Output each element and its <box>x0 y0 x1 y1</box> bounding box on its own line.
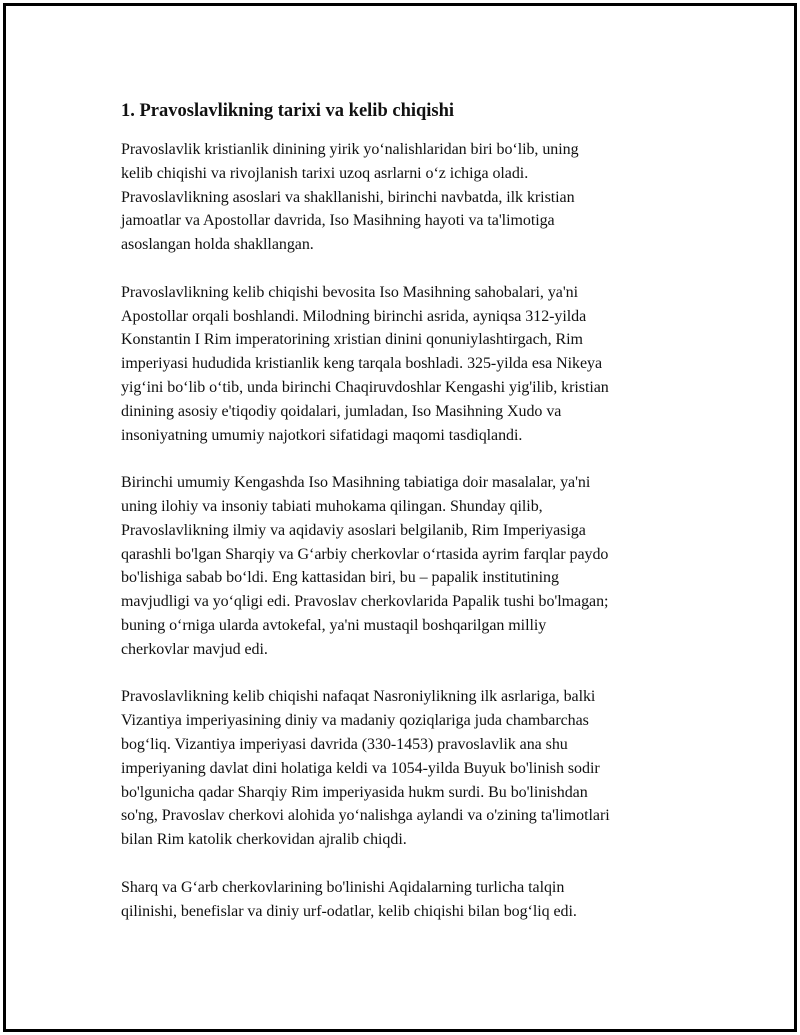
page-frame <box>3 3 797 1032</box>
paragraph-5: Sharq va G‘arb cherkovlarining bo'linishi Aqidalarning turlicha talqin qilinishi, benefislar va diniy urf-odatlar, kelib chiqishi bilan bog‘liq edi. <box>121 878 577 920</box>
paragraph-4: Pravoslavlikning kelib chiqishi nafaqat Nasroniylikning ilk asrlariga, balki Vizantiya imperiyasining diniy va madaniy qoziqlariga juda chambarchas bog‘liq. Vizantiya imperiyasi davrida (330-1453) pravoslavlik ana shu imperiyaning davlat dini holatiga keldi va 1054-yilda Buyuk bo'linish sodir bo'lgunicha qadar Sharqiy Rim imperiyasida hukm surdi. Bu bo'linishdan so'ng, Pravoslav cherkovi alohida yo‘nalishga aylandi va o'zining ta'limotlari bilan Rim katolik cherkovidan ajralib chiqdi. <box>121 688 610 849</box>
document-body <box>121 98 681 947</box>
paragraph-1: Pravoslavlik kristianlik dinining yirik yo‘nalishlaridan biri bo‘lib, uning kelib chiqishi va rivojlanish tarixi uzoq asrlarni o‘z ichiga oladi. Pravoslavlikning asoslari va shakllanishi, birinchi navbatda, ilk kristian jamoatlar va Apostollar davrida, Iso Masihning hayoti va ta'limotiga asoslangan holda shakllangan. <box>121 141 579 254</box>
section-heading: 1. Pravoslavlikning tarixi va kelib chiqishi <box>121 101 455 121</box>
paragraph-2: Pravoslavlikning kelib chiqishi bevosita Iso Masihning sahobalari, ya'ni Apostollar orqali boshlandi. Milodning birinchi asrida, ayniqsa 312-yilda Konstantin I Rim imperatorining xristian dinini qonuniylashtirgach, Rim imperiyasi hududida kristianlik keng tarqala boshladi. 325-yilda esa Nikeya yig‘ini bo‘lib o‘tib, unda birinchi Chaqiruvdoshlar Kengashi yig'ilib, kristian dinining asosiy e'tiqodiy qoidalari, jumladan, Iso Masihning Xudo va insoniyatning umumiy najotkori sifatidagi maqomi tasdiqlandi. <box>121 283 609 444</box>
paragraph-3: Birinchi umumiy Kengashda Iso Masihning tabiatiga doir masalalar, ya'ni uning ilohiy va insoniy tabiati muhokama qilingan. Shunday qilib, Pravoslavlikning ilmiy va aqidaviy asoslari belgilanib, Rim Imperiyasiga qarashli bo'lgan Sharqiy va G‘arbiy cherkovlar o‘rtasida ayrim farqlar paydo bo'lishiga sabab bo‘ldi. Eng kattasidan biri, bu – papalik institutining mavjudligi va yo‘qligi edi. Pravoslav cherkovlarida Papalik tushi bo'lmagan; buning o‘rniga ularda avtokefal, ya'ni mustaqil boshqarilgan milliy cherkovlar mavjud edi. <box>121 474 609 658</box>
